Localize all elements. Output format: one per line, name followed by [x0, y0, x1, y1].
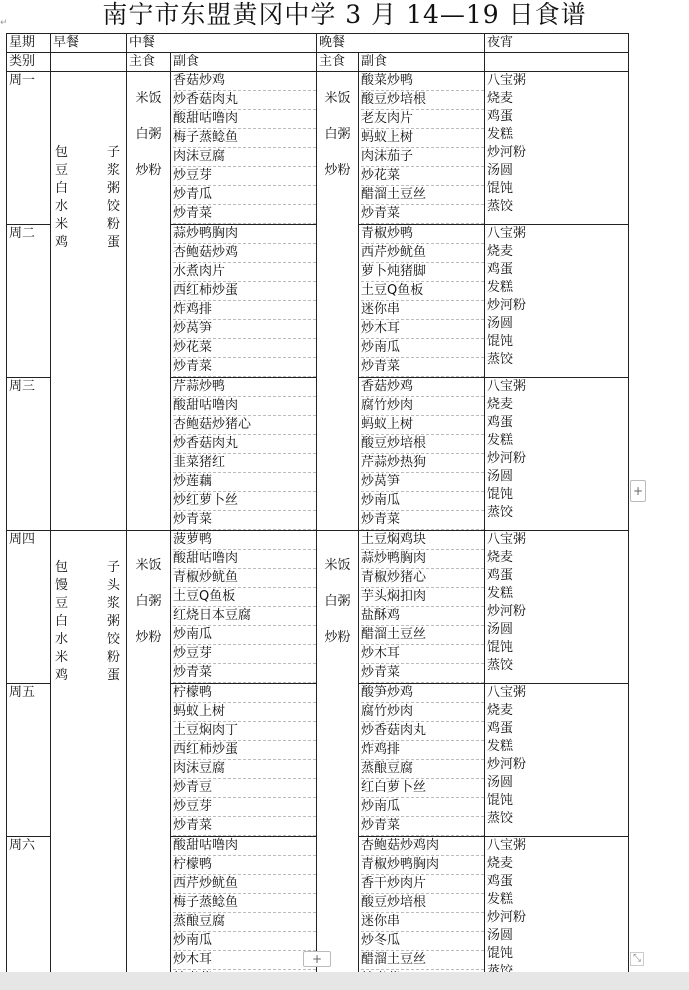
dish-item: 青椒炒鸭 — [361, 225, 484, 244]
breakfast-column-right — [107, 559, 120, 685]
night-snack-list — [487, 225, 628, 369]
lunch-dish-list — [173, 72, 316, 224]
dish-item: 烧麦 — [487, 397, 514, 412]
dish-item: 迷你串 — [361, 301, 484, 320]
staple-item: 炒粉 — [324, 630, 351, 645]
dish-item: 酸甜咕噜肉 — [173, 110, 316, 129]
dish-item: 炒木耳 — [361, 320, 484, 339]
lunch-staple-cell — [127, 72, 171, 531]
dish-item: 鸡蛋 — [487, 109, 514, 124]
dish-item: 梅子蒸鲶鱼 — [173, 129, 316, 148]
night-snack-list — [487, 72, 628, 216]
day-label: 周五 — [7, 684, 51, 837]
dish-item: 发糕 — [487, 280, 514, 295]
breakfast-item: 鸡 — [55, 668, 69, 683]
dish-item: 腐竹炒肉 — [361, 397, 484, 416]
dish-item: 炒豆芽 — [173, 645, 316, 664]
dish-item: 鸡蛋 — [487, 874, 514, 889]
dish-item: 炒木耳 — [361, 645, 484, 664]
night-snack-cell — [485, 837, 629, 990]
dish-item: 汤圆 — [487, 775, 514, 790]
dish-item: 鸡蛋 — [487, 721, 514, 736]
night-snack-cell — [485, 684, 629, 837]
dish-item: 柠檬鸭 — [173, 856, 316, 875]
lunch-side-cell — [171, 378, 317, 531]
dish-item: 炒豆芽 — [173, 167, 316, 186]
dish-item: 韭菜猪红 — [173, 454, 316, 473]
dish-item: 发糕 — [487, 739, 514, 754]
add-row-button[interactable]: + — [303, 951, 331, 967]
breakfast-item: 饺 — [106, 199, 120, 214]
dish-item: 土豆焖肉丁 — [173, 722, 316, 741]
dish-item: 汤圆 — [487, 622, 514, 637]
dish-item: 馄饨 — [487, 793, 514, 808]
lunch-side-cell — [171, 531, 317, 684]
dish-item: 萝卜炖猪脚 — [361, 263, 484, 282]
dish-item: 蒸酿豆腐 — [173, 913, 316, 932]
breakfast-item: 粥 — [106, 181, 120, 196]
dinner-dish-list — [361, 837, 484, 989]
dish-item: 西红柿炒蛋 — [173, 282, 316, 301]
dinner-dish-list — [361, 225, 484, 377]
day-row — [7, 531, 629, 684]
dish-item: 蒜炒鸭胸肉 — [361, 550, 484, 569]
dish-item: 炒莴笋 — [361, 473, 484, 492]
dish-item: 炒青菜 — [173, 817, 316, 836]
breakfast-item: 米 — [55, 217, 69, 232]
day-label: 周三 — [7, 378, 51, 531]
dish-item: 八宝粥 — [487, 73, 527, 88]
dish-item: 盐酥鸡 — [361, 607, 484, 626]
breakfast-item: 头 — [106, 578, 120, 593]
header-type: 类别 — [7, 53, 51, 72]
dish-item: 芋头焖扣肉 — [361, 588, 484, 607]
page-title: 南宁市东盟黄冈中学 3 月 14—19 日食谱 — [102, 0, 587, 29]
lunch-dish-list — [173, 837, 316, 989]
dish-item: 炒青菜 — [361, 205, 484, 224]
dish-item: 炒南瓜 — [361, 798, 484, 817]
breakfast-item: 粉 — [106, 650, 120, 665]
dinner-staple-cell — [317, 72, 359, 531]
dish-item: 烧麦 — [487, 550, 514, 565]
dinner-side-cell — [359, 225, 485, 378]
dish-item: 炒南瓜 — [173, 626, 316, 645]
dish-item: 炒河粉 — [487, 451, 527, 466]
staple-item: 炒粉 — [324, 163, 351, 178]
night-snack-list — [487, 531, 628, 675]
header-dinner: 晚餐 — [317, 34, 485, 53]
dish-item: 发糕 — [487, 586, 514, 601]
breakfast-item: 饺 — [106, 632, 120, 647]
dish-item: 酸甜咕噜肉 — [173, 397, 316, 416]
breakfast-item: 子 — [106, 145, 120, 160]
dish-item: 烧麦 — [487, 244, 514, 259]
staple-item: 米饭 — [324, 558, 351, 573]
day-label: 周四 — [7, 531, 51, 684]
header-lunch: 中餐 — [127, 34, 317, 53]
dish-item: 芹蒜炒热狗 — [361, 454, 484, 473]
dish-item: 发糕 — [487, 127, 514, 142]
dish-item: 酸笋炒鸡 — [361, 684, 484, 703]
table-resize-handle[interactable]: ⤡ — [630, 952, 644, 966]
dish-item: 馄饨 — [487, 487, 514, 502]
dish-item: 炒青菜 — [173, 511, 316, 530]
dish-item: 炒河粉 — [487, 757, 527, 772]
breakfast-item: 水 — [55, 632, 69, 647]
breakfast-item: 粉 — [106, 217, 120, 232]
dish-item: 炒木耳 — [173, 951, 316, 970]
lunch-staple-cell — [127, 531, 171, 990]
dish-item: 八宝粥 — [487, 532, 527, 547]
dish-item: 醋溜土豆丝 — [361, 626, 484, 645]
breakfast-item: 包 — [55, 560, 69, 575]
breakfast-item: 包 — [55, 145, 69, 160]
header-row-1 — [7, 34, 629, 53]
breakfast-item: 白 — [55, 181, 69, 196]
dish-item: 蚂蚁上树 — [361, 129, 484, 148]
night-snack-cell — [485, 72, 629, 225]
dish-item: 蒜炒鸭胸肉 — [173, 225, 316, 244]
dinner-dish-list — [361, 684, 484, 836]
dish-item: 香菇炒鸡 — [361, 378, 484, 397]
lunch-side-cell — [171, 837, 317, 990]
dish-item: 炒南瓜 — [361, 492, 484, 511]
status-bar — [0, 972, 689, 990]
dish-item: 炒香菇肉丸 — [361, 722, 484, 741]
dish-item: 肉沫茄子 — [361, 148, 484, 167]
lunch-side-cell — [171, 225, 317, 378]
lunch-dish-list — [173, 225, 316, 377]
dish-item: 杏鲍菇炒鸡肉 — [361, 837, 484, 856]
night-snack-cell — [485, 378, 629, 531]
dish-item: 馄饨 — [487, 946, 514, 961]
dish-item: 鸡蛋 — [487, 415, 514, 430]
dinner-side-cell — [359, 378, 485, 531]
day-label: 周一 — [7, 72, 51, 225]
dish-item: 鸡蛋 — [487, 262, 514, 277]
dish-item: 发糕 — [487, 433, 514, 448]
dish-item: 炒河粉 — [487, 604, 527, 619]
breakfast-item: 水 — [55, 199, 69, 214]
dish-item: 炒花菜 — [173, 339, 316, 358]
dinner-staple-cell — [317, 531, 359, 990]
breakfast-item: 米 — [55, 650, 69, 665]
lunch-side-cell — [171, 72, 317, 225]
dinner-side-cell — [359, 531, 485, 684]
dinner-dish-list — [361, 72, 484, 224]
dish-item: 炒青瓜 — [173, 186, 316, 205]
dish-item: 蚂蚁上树 — [361, 416, 484, 435]
day-label: 周二 — [7, 225, 51, 378]
dish-item: 炒青菜 — [173, 664, 316, 683]
dish-item: 汤圆 — [487, 928, 514, 943]
breakfast-item: 蛋 — [106, 668, 120, 683]
dish-item: 八宝粥 — [487, 685, 527, 700]
dish-item: 酸豆炒培根 — [361, 894, 484, 913]
dinner-side-cell — [359, 684, 485, 837]
dinner-dish-list — [361, 531, 484, 683]
header-breakfast-blank — [51, 53, 127, 72]
dish-item: 红白萝卜丝 — [361, 779, 484, 798]
breakfast-item: 馒 — [55, 578, 69, 593]
dinner-side-cell — [359, 837, 485, 990]
header-lunch-staple: 主食 — [127, 53, 171, 72]
dish-item: 鸡蛋 — [487, 568, 514, 583]
paragraph-mark: ↵ — [0, 18, 8, 28]
dish-item: 香菇炒鸡 — [173, 72, 316, 91]
staple-item: 炒粉 — [135, 630, 162, 645]
dinner-dish-list — [361, 378, 484, 530]
dish-item: 醋溜土豆丝 — [361, 951, 484, 970]
breakfast-item: 鸡 — [55, 235, 69, 250]
dish-item: 老友肉片 — [361, 110, 484, 129]
header-night-blank — [485, 53, 629, 72]
night-snack-list — [487, 378, 628, 522]
dish-item: 蒸饺 — [487, 352, 514, 367]
dish-item: 酸豆炒培根 — [361, 435, 484, 454]
breakfast-column-right — [107, 144, 120, 252]
dish-item: 炒红萝卜丝 — [173, 492, 316, 511]
dish-item: 青椒炒猪心 — [361, 569, 484, 588]
header-day: 星期 — [7, 34, 51, 53]
dish-item: 炒花菜 — [361, 167, 484, 186]
menu-table — [6, 33, 629, 990]
dish-item: 炒香菇肉丸 — [173, 91, 316, 110]
dish-item: 炒青豆 — [173, 779, 316, 798]
dish-item: 蒸饺 — [487, 658, 514, 673]
dish-item: 青椒炒鱿鱼 — [173, 569, 316, 588]
breakfast-cell — [51, 531, 127, 990]
staple-item: 米饭 — [135, 558, 162, 573]
staple-item: 米饭 — [135, 91, 162, 106]
breakfast-item: 子 — [106, 560, 120, 575]
dish-item: 八宝粥 — [487, 838, 527, 853]
dish-item: 烧麦 — [487, 703, 514, 718]
dish-item: 腐竹炒肉 — [361, 703, 484, 722]
dish-item: 肉沫豆腐 — [173, 148, 316, 167]
breakfast-item: 浆 — [106, 163, 120, 178]
staple-item: 白粥 — [324, 594, 351, 609]
dish-item: 炸鸡排 — [361, 741, 484, 760]
header-row-2 — [7, 53, 629, 72]
dish-item: 炒青菜 — [361, 664, 484, 683]
breakfast-item: 豆 — [55, 596, 69, 611]
dish-item: 炒河粉 — [487, 910, 527, 925]
dish-item: 迷你串 — [361, 913, 484, 932]
dish-item: 酸菜炒鸭 — [361, 72, 484, 91]
breakfast-item: 白 — [55, 614, 69, 629]
dish-item: 土豆Q鱼板 — [361, 282, 484, 301]
dish-item: 红烧日本豆腐 — [173, 607, 316, 626]
breakfast-item: 粥 — [106, 614, 120, 629]
dish-item: 蒸饺 — [487, 199, 514, 214]
dish-item: 土豆Q鱼板 — [173, 588, 316, 607]
lunch-side-cell — [171, 684, 317, 837]
dish-item: 水煮肉片 — [173, 263, 316, 282]
header-lunch-side: 副食 — [171, 53, 317, 72]
dish-item: 炒南瓜 — [173, 932, 316, 951]
staple-item: 白粥 — [135, 594, 162, 609]
dish-item: 八宝粥 — [487, 226, 527, 241]
dish-item: 炒河粉 — [487, 145, 527, 160]
staple-item: 白粥 — [324, 127, 351, 142]
lunch-dish-list — [173, 684, 316, 836]
dish-item: 土豆焖鸡块 — [361, 531, 484, 550]
header-night: 夜宵 — [485, 34, 629, 53]
header-dinner-staple: 主食 — [317, 53, 359, 72]
dish-item: 烧麦 — [487, 91, 514, 106]
dish-item: 青椒炒鸭胸肉 — [361, 856, 484, 875]
breakfast-item: 蛋 — [106, 235, 120, 250]
dish-item: 汤圆 — [487, 316, 514, 331]
dish-item: 蒸饺 — [487, 811, 514, 826]
staple-item: 白粥 — [135, 127, 162, 142]
dish-item: 炒青菜 — [361, 511, 484, 530]
dish-item: 八宝粥 — [487, 379, 527, 394]
dish-item: 酸甜咕噜肉 — [173, 550, 316, 569]
dish-item: 炒香菇肉丸 — [173, 435, 316, 454]
dish-item: 芹蒜炒鸭 — [173, 378, 316, 397]
dish-item: 炒冬瓜 — [361, 932, 484, 951]
dish-item: 酸豆炒培根 — [361, 91, 484, 110]
dish-item: 炒豆芽 — [173, 798, 316, 817]
dish-item: 蒸饺 — [487, 505, 514, 520]
dish-item: 炒河粉 — [487, 298, 527, 313]
dish-item: 炸鸡排 — [173, 301, 316, 320]
dish-item: 柠檬鸭 — [173, 684, 316, 703]
dish-item: 炒青菜 — [173, 358, 316, 377]
dish-item: 炒青菜 — [361, 817, 484, 836]
dish-item: 汤圆 — [487, 163, 514, 178]
dish-item: 馄饨 — [487, 181, 514, 196]
dish-item: 炒青菜 — [361, 358, 484, 377]
night-snack-list — [487, 684, 628, 828]
dish-item: 肉沫豆腐 — [173, 760, 316, 779]
dish-item: 炒莴笋 — [173, 320, 316, 339]
day-label: 周六 — [7, 837, 51, 990]
night-snack-cell — [485, 531, 629, 684]
dish-item: 醋溜土豆丝 — [361, 186, 484, 205]
dish-item: 馄饨 — [487, 334, 514, 349]
breakfast-item: 浆 — [106, 596, 120, 611]
dish-item: 菠萝鸭 — [173, 531, 316, 550]
dish-item: 西芹炒鱿鱼 — [361, 244, 484, 263]
dish-item: 西芹炒鱿鱼 — [173, 875, 316, 894]
breakfast-item: 豆 — [55, 163, 69, 178]
dish-item: 烧麦 — [487, 856, 514, 871]
dish-item: 杏鲍菇炒猪心 — [173, 416, 316, 435]
header-dinner-side: 副食 — [359, 53, 485, 72]
night-snack-list — [487, 837, 628, 981]
add-column-button[interactable]: + — [630, 480, 646, 502]
dish-item: 馄饨 — [487, 640, 514, 655]
breakfast-column-left — [55, 559, 68, 685]
dish-item: 发糕 — [487, 892, 514, 907]
dish-item: 蒸酿豆腐 — [361, 760, 484, 779]
dish-item: 香干炒肉片 — [361, 875, 484, 894]
dish-item: 西红柿炒蛋 — [173, 741, 316, 760]
breakfast-cell — [51, 72, 127, 531]
dish-item: 蚂蚁上树 — [173, 703, 316, 722]
dish-item: 梅子蒸鲶鱼 — [173, 894, 316, 913]
dish-item: 炒南瓜 — [361, 339, 484, 358]
staple-item: 炒粉 — [135, 163, 162, 178]
staple-item: 米饭 — [324, 91, 351, 106]
lunch-dish-list — [173, 531, 316, 683]
lunch-dish-list — [173, 378, 316, 530]
night-snack-cell — [485, 225, 629, 378]
day-row — [7, 72, 629, 225]
dish-item: 炒莲藕 — [173, 473, 316, 492]
dinner-side-cell — [359, 72, 485, 225]
dish-item: 汤圆 — [487, 469, 514, 484]
dish-item: 炒青菜 — [173, 205, 316, 224]
dish-item: 杏鲍菇炒鸡 — [173, 244, 316, 263]
dish-item: 酸甜咕噜肉 — [173, 837, 316, 856]
header-breakfast: 早餐 — [51, 34, 127, 53]
breakfast-column-left — [55, 144, 68, 252]
